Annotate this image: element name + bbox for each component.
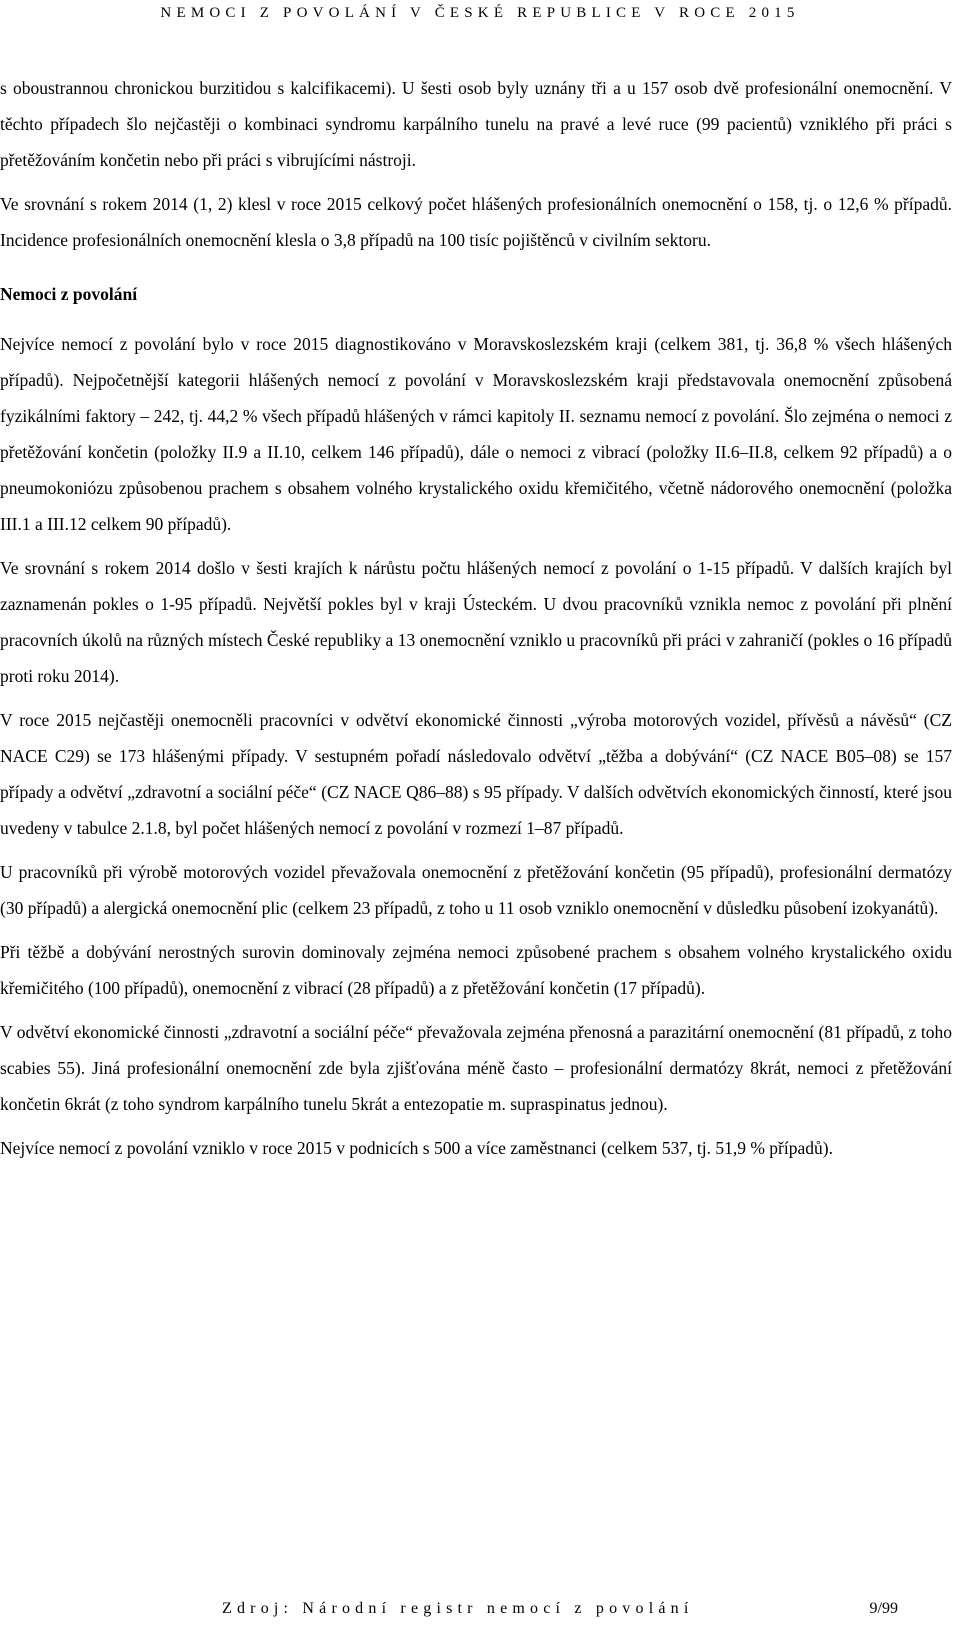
section-heading: Nemoci z povolání	[0, 284, 138, 304]
paragraph: Nejvíce nemocí z povolání bylo v roce 2015 diagnostikováno v Moravskoslezském kraji (celkem 381, tj. 36,8 % všech hlášených případů). Nejpočetnější kategorii hlášených nemocí z povolání v Moravskoslezském kraji představovala onemocnění způsobená fyzikálními faktory – 242, tj. 44,2 % všech případů hlášených v rámci kapitoly II. seznamu nemocí z povolání. Šlo zejména o nemoci z přetěžování končetin (položky II.9 a II.10, celkem 146 případů), dále o nemoci z vibrací (položky II.6–II.8, celkem 92 případů) a o pneumokoniózu způsobenou prachem s obsahem volného krystalického oxidu křemičitého, včetně nádorového onemocnění (položka III.1 a III.12 celkem 90 případů).	[0, 334, 952, 534]
paragraph: V odvětví ekonomické činnosti „zdravotní a sociální péče“ převažovala zejména přenosná a parazitární onemocnění (81 případů, z toho scabies 55). Jiná profesionální onemocnění zde byla zjišťována méně často – profesionální dermatózy 8krát, nemoci z přetěžování končetin 6krát (z toho syndrom karpálního tunelu 5krát a entezopatie m. supraspinatus jednou).	[0, 1022, 952, 1114]
paragraph: Nejvíce nemocí z povolání vzniklo v roce 2015 v podnicích s 500 a více zaměstnanci (celkem 537, tj. 51,9 % případů).	[0, 1138, 833, 1158]
paragraph: Při těžbě a dobývání nerostných surovin dominovaly zejména nemoci způsobené prachem s obsahem volného krystalického oxidu křemičitého (100 případů), onemocnění z vibrací (28 případů) a z přetěžování končetin (17 případů).	[0, 942, 952, 998]
document-body	[0, 70, 952, 1174]
page-number: 9/99	[869, 1600, 898, 1617]
paragraph: s oboustrannou chronickou burzitidou s kalcifikacemi). U šesti osob byly uznány tři a u 157 osob dvě profesionální onemocnění. V těchto případech šlo nejčastěji o kombinaci syndromu karpálního tunelu na pravé a levé ruce (99 pacientů) vzniklého při práci s přetěžováním končetin nebo při práci s vibrujícími nástroji.	[0, 78, 952, 170]
paragraph: Ve srovnání s rokem 2014 (1, 2) klesl v roce 2015 celkový počet hlášených profesionálních onemocnění o 158, tj. o 12,6 % případů. Incidence profesionálních onemocnění klesla o 3,8 případů na 100 tisíc pojištěnců v civilním sektoru.	[0, 194, 952, 250]
page-footer	[0, 1596, 960, 1622]
paragraph: Ve srovnání s rokem 2014 došlo v šesti krajích k nárůstu počtu hlášených nemocí z povolání o 1-15 případů. V dalších krajích byl zaznamenán pokles o 1-95 případů. Největší pokles byl v kraji Ústeckém. U dvou pracovníků vznikla nemoc z povolání při plnění pracovních úkolů na různých místech České republiky a 13 onemocnění vzniklo u pracovníků při práci v zahraničí (pokles o 16 případů proti roku 2014).	[0, 558, 952, 686]
paragraph: V roce 2015 nejčastěji onemocněli pracovníci v odvětví ekonomické činnosti „výroba motorových vozidel, přívěsů a návěsů“ (CZ NACE C29) se 173 hlášenými případy. V sestupném pořadí následovalo odvětví „těžba a dobývání“ (CZ NACE B05–08) se 157 případy a odvětví „zdravotní a sociální péče“ (CZ NACE Q86–88) s 95 případy. V dalších odvětvích ekonomických činností, které jsou uvedeny v tabulce 2.1.8, byl počet hlášených nemocí z povolání v rozmezí 1–87 případů.	[0, 710, 952, 838]
running-header: NEMOCI Z POVOLÁNÍ V ČESKÉ REPUBLICE V ROCE 2015	[160, 5, 800, 21]
source-note: Zdroj: Národní registr nemocí z povolání	[222, 1600, 694, 1617]
paragraph: U pracovníků při výrobě motorových vozidel převažovala onemocnění z přetěžování končetin (95 případů), profesionální dermatózy (30 případů) a alergická onemocnění plic (celkem 23 případů, z toho u 11 osob vzniklo onemocnění v důsledku působení izokyanátů).	[0, 862, 952, 918]
